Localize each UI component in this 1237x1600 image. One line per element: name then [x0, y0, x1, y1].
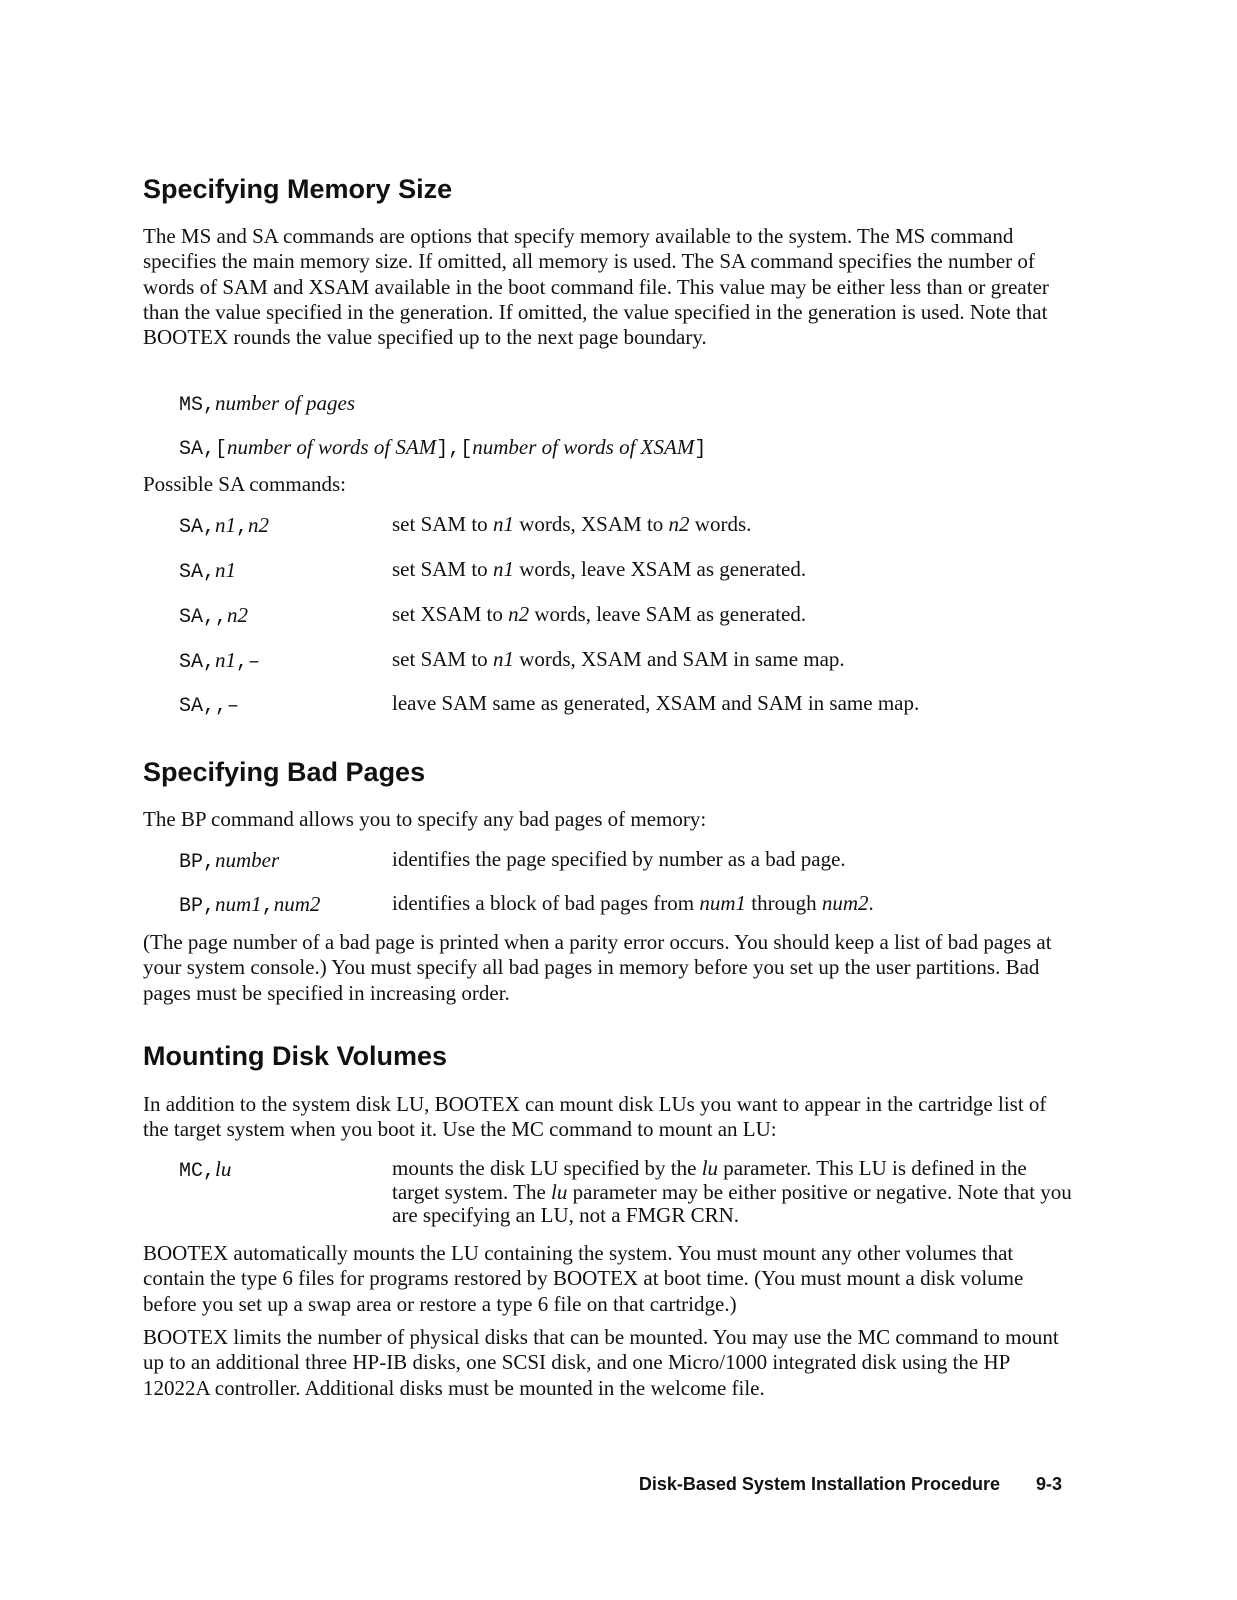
bp-command-row: [179, 892, 1069, 917]
sa-command-row: [179, 513, 1069, 538]
sa-syntax-prefix: SA,[: [179, 438, 228, 461]
bp-command-syntax: BP,number: [179, 848, 280, 874]
memory-intro-paragraph: The MS and SA commands are options that specify memory available to the system. The MS command specifies the main memory size. If omitted, all memory is used. The SA command specifies the number of words of SAM and XSAM available in the boot command file. This value may be either less than or greater than the value specified in the generation. If omitted, the value specified in the generation is used. Note that BOOTEX rounds the value specified up to the next page boundary.: [143, 224, 1049, 350]
bp-command-description: identifies a block of bad pages from num1 through num2.: [392, 891, 874, 915]
sa-command-syntax: SA,,n2: [179, 603, 249, 629]
footer-page-number: 9-3: [1035, 1474, 1062, 1494]
sa-command-description: set SAM to n1 words, XSAM and SAM in same map.: [392, 647, 845, 671]
sa-command-row: [179, 692, 1069, 717]
ms-syntax-arg: number of pages: [215, 391, 356, 415]
ms-syntax-prefix: MS,: [179, 394, 216, 417]
sa-command-description: set SAM to n1 words, leave XSAM as generated.: [392, 557, 807, 581]
sa-command-syntax: SA,n1,–: [179, 648, 261, 674]
sa-syntax: [179, 435, 706, 462]
page-footer: [600, 1472, 1062, 1496]
mc-command-row: [179, 1156, 1072, 1229]
sa-command-description: set SAM to n1 words, XSAM to n2 words.: [392, 512, 752, 536]
sa-command-syntax: SA,n1: [179, 558, 237, 584]
mounting-paragraph-2: BOOTEX automatically mounts the LU containing the system. You must mount any other volumes that contain the type 6 files for programs restored by BOOTEX at boot time. (You must mount a disk volume before you set up a swap area or restore a type 6 file on that cartridge.): [143, 1241, 1024, 1316]
heading-bad-pages: Specifying Bad Pages: [143, 757, 426, 787]
possible-sa-label: Possible SA commands:: [143, 472, 347, 496]
bad-pages-note-paragraph: (The page number of a bad page is printed when a parity error occurs. You should keep a list of bad pages at your system console.) You must specify all bad pages in memory before you set up the user partitions. Bad pages must be specified in increasing order.: [143, 930, 1052, 1005]
sa-command-row: [179, 558, 1069, 583]
mc-command-description: mounts the disk LU specified by the lu parameter. This LU is defined in the target system. The lu parameter may be either positive or negative. Note that you are specifying an LU, not a FMGR CRN.: [392, 1156, 1072, 1227]
bp-command-row: [179, 848, 1069, 873]
mc-command-syntax: MC,lu: [179, 1157, 232, 1183]
sa-command-row: [179, 648, 1069, 673]
mounting-paragraph-3: BOOTEX limits the number of physical disks that can be mounted. You may use the MC command to mount up to an additional three HP-IB disks, one SCSI disk, and one Micro/1000 integrated disk using the HP 12022A controller. Additional disks must be mounted in the welcome file.: [143, 1325, 1059, 1400]
sa-command-syntax: SA,n1,n2: [179, 513, 270, 539]
heading-memory-size: Specifying Memory Size: [143, 174, 453, 204]
bp-command-syntax: BP,num1,num2: [179, 892, 321, 918]
mounting-intro-paragraph: In addition to the system disk LU, BOOTEX can mount disk LUs you want to appear in the cartridge list of the target system when you boot it. Use the MC command to mount an LU:: [143, 1092, 1047, 1142]
sa-command-row: [179, 603, 1069, 628]
sa-syntax-arg1: number of words of SAM: [227, 435, 437, 459]
sa-syntax-sep: ],[: [436, 438, 473, 461]
sa-command-description: set XSAM to n2 words, leave SAM as generated.: [392, 602, 807, 626]
bp-command-description: identifies the page specified by number as a bad page.: [392, 847, 846, 871]
heading-mounting-disk-volumes: Mounting Disk Volumes: [143, 1041, 448, 1071]
sa-command-description: leave SAM same as generated, XSAM and SAM in same map.: [392, 691, 920, 715]
bad-pages-intro-paragraph: The BP command allows you to specify any bad pages of memory:: [143, 807, 707, 831]
sa-command-syntax: SA,,–: [179, 695, 240, 718]
ms-syntax: [179, 391, 355, 418]
footer-title: Disk-Based System Installation Procedure: [638, 1474, 1000, 1494]
sa-syntax-suffix: ]: [694, 438, 707, 461]
sa-syntax-arg2: number of words of XSAM: [472, 435, 695, 459]
